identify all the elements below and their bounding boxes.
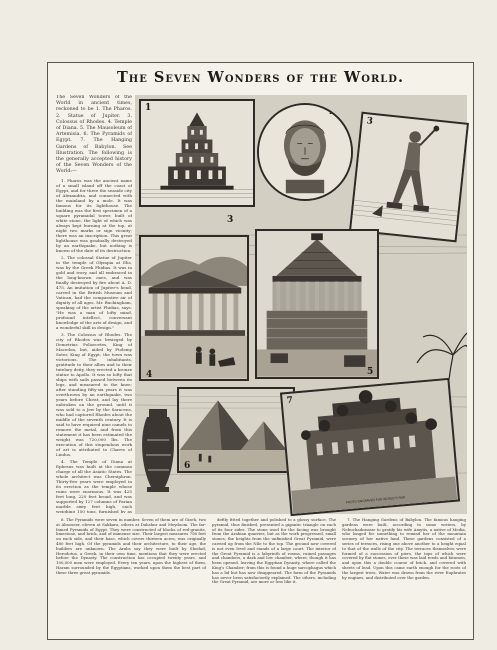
engraver-credit: PHOTO-ENGRAVED FOR WORLD'S FAIR [345, 495, 406, 505]
label-number-2: 2 [329, 107, 336, 117]
label-number-4: 4 [146, 370, 153, 380]
bottom-right-column [342, 518, 466, 636]
label-number-3: 3 [366, 116, 374, 127]
bottom-left-column [56, 518, 206, 636]
diana-temple-panel [139, 235, 249, 381]
label-number-7: 7 [286, 395, 294, 407]
paragraph-pharos: 1. Pharos was the ancient name of a small island off the coast of Egypt, and for three the seaside city of Alexandria, and connected with the mainland by a mole. It was famous for its lighthouse. The building was the first specimen of a square pyramidal tower, built of white stone, the light of which was always kept burning at the top, at night two marks or sign vicinity; there was an inscription. This great lighthouse was gradually destroyed by an earthquake, but nothing is known of the date of its destruction. [56, 177, 132, 253]
intro-paragraph: The Seven Wonders of the World in ancient times, reckoned to be 1. The Pharos. 2. Statue of Jupiter. 3. Colossus of Rhodes. 4. Temple of Diana. 5. The Mausoleum of Artemisia. 6. The Pyramids of Egypt. 7. The Hanging Gardens of Babylon. See Illustration. The following is the generally accepted history of the Seven Wonders of the World:— [56, 95, 132, 175]
bottom-middle-column [212, 518, 336, 636]
article-page [47, 62, 474, 640]
label-number-1: 1 [145, 103, 152, 113]
label-number-6: 6 [184, 461, 191, 471]
label-number-3-center: 3 [227, 215, 234, 225]
seven-wonders-illustration [135, 95, 467, 514]
pyramids-panel [177, 387, 295, 473]
hanging-gardens-panel [280, 378, 460, 516]
paragraph-jupiter: 2. The colossal Statue of Jupiter in the temple of Olympia at Elis, was by the Greek Phidias. It was in gold and ivory, and all embraced in the long-known ones, and was finally destroyed by fire about A. D. 475. An imitation of Jupiter's head, carved in the British Museum and Vatican, had the comparative air of dignity of all ages. Mr. Buckingham, speaking of the artist Phidias, says: "He was a man of lofty mind, profound intellect, conversant knowledge of the arts of design, and a wonderful skill in design." [56, 254, 132, 330]
pharos-panel [139, 99, 255, 207]
paragraph-pyramids-continued: deftly fitted together and polished to a glossy surface. The pyramid, thus finished, presented a gigantic triangle on each of its four sides. The stone used for the facing was brought from the Arabian quarries, but as the work progressed, small stones, the heights from the unfinished Great Pyramid, were carried up from the Nile to the top. The ground now covered is not even level and stands of a large court. The interior of the Great Pyramid is a labyrinth of rooms, ruined passages and chambers, a dark and low chamber, where, though it has been opened, leaving the Egyptian Dynasty, where called the King's Chamber; from this is found a huge sarcophagus which has a lid but has now disappeared. The form of the Pyramids has never been satisfactorily explained. The others, including the Great Pyramid, are more or less like it. [212, 518, 336, 585]
left-text-column [56, 95, 132, 513]
paragraph-colossus: 3. The Colossus of Rhodes. The city of Rhodes was besieged by Demetrius Poliorcetes, King of Macedon, but, aided by Ptolemy Soter, King of Egypt, the town was victorious. The inhabitants, gratitude to their allies and to their tutelary deity, they erected a bronze statue to Apollo. It was so lofty that ships with sails passed between its legs, and measured to the knee; after standing fifty-six years it was overthrown by an earthquake, two years before Christ, and lay there unbroken on the ground, until it was sold to a Jew by the Saracens, who had captured Rhodes about the middle of the seventh century. It is said to have required nine camels to remove the metal, and from this statement it has been estimated the weight was 720,000 lbs. The execution of this stupendous work of art is attributed to Chares of Lindus. [56, 331, 132, 457]
mausoleum-panel [255, 229, 379, 379]
colossus-panel [349, 112, 469, 243]
paragraph-hanging-gardens: 7. The Hanging Gardens of Babylon. The famous hanging gardens were built, according to some writers, by Nebuchadnezzar to gratify his wife Amytis, a native of Media, who longed for something to remind her of the mountain scenery of her native land. These gardens consisted of a series of terraces, rising one above another to a height equal to that of the walls of the city. The terraces themselves were formed of a succession of piers, the tops of which were covered by flat stones, over these was laid reeds and bitumen, and upon this a double course of brick, and covered with sheets of lead. Upon this came earth enough for the roots of the largest trees. Water was drawn from the river Euphrates by engines, and distributed over the garden. [342, 518, 466, 580]
label-number-5: 5 [367, 367, 374, 377]
paragraph-pyramids: 6. The Pyramids were seven in number. Seven of them are of Gizeh, two at Abooseer, eleven at Sakkara, others at Dahshur and Meydoom. The far-famed Pyramids of Egypt. They were constructed of blocks of red-granite, limestone, and brick, and of immense size. Their largest measures 756 feet on each side, and their base, which covers thirteen acres, was originally 480 feet high. Of the pyramids and their architecture, to their age, the builders are unknown. The Arabs say they were built by Shedad; Herodotus, a Greek, in their own time, mentions that they were erected before the Dynasty. The construction has occupied twenty years, and 100,000 men were employed. Every ten years, upon the highest of them, Haram surrounded by the Egyptians, worked upon them the best part of these three great pyramids. [56, 518, 206, 575]
jupiter-panel [257, 103, 353, 201]
paragraph-diana: 4. The Temple of Diana at Ephesus was built at the common charge of all the Asiatic States. The whole architect was Chersiphron. Thirty-five years were employed in its erection as the temple whose ruins were enormous. It was 425 feet long, 220 feet broad, and was supported by 127 columns of Parian marble sixty feet high, each weighing 150 tons, furnished by as [56, 458, 132, 513]
page-title: The Seven Wonders of the World. [116, 69, 405, 86]
